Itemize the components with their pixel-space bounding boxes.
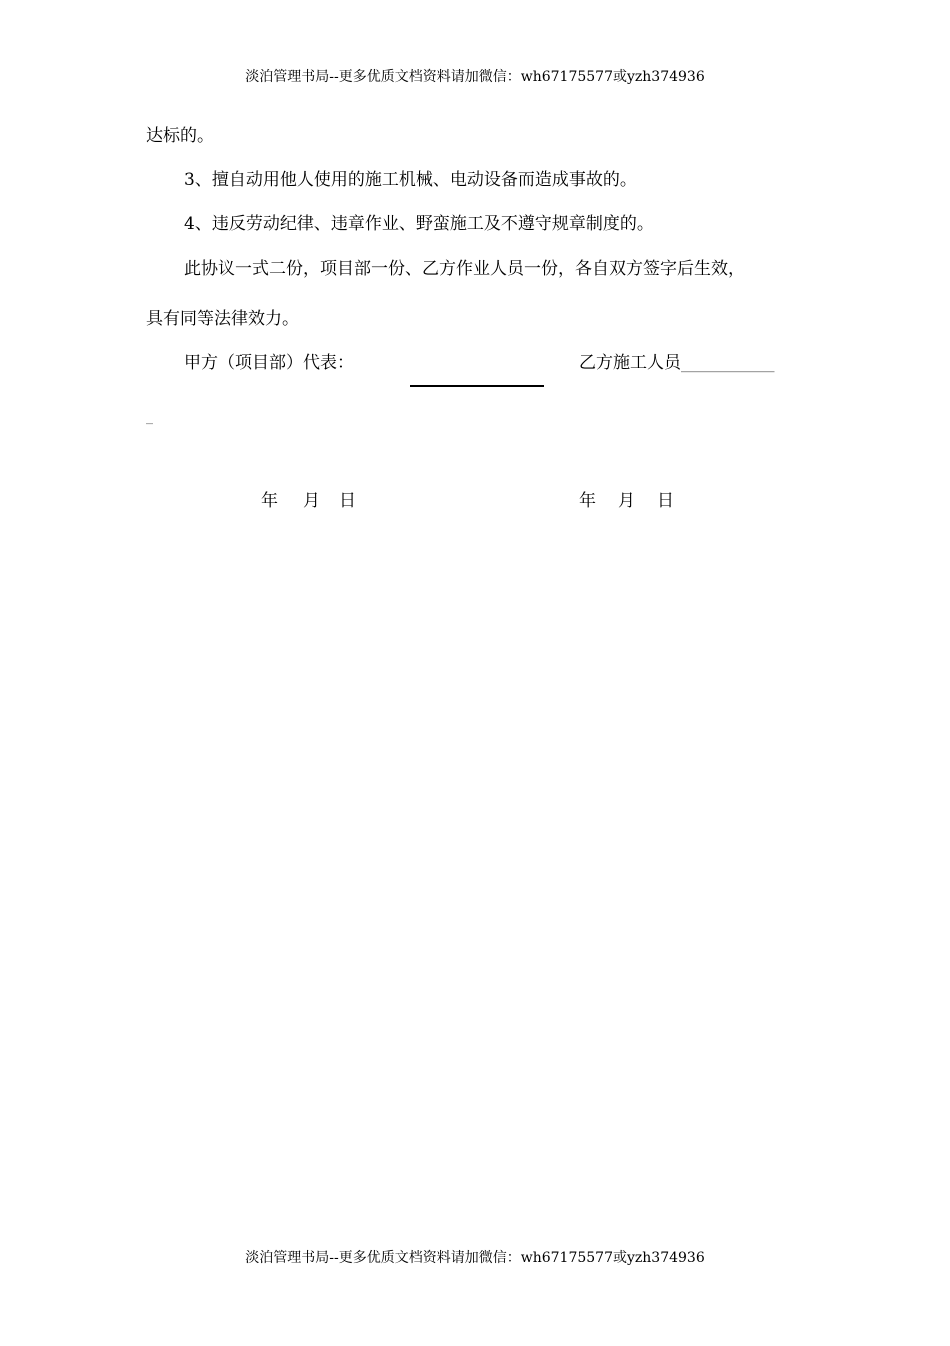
party-a-signature-label: 甲方（项目部）代表： [184, 353, 354, 373]
left-date-year: 年 [261, 491, 278, 511]
list-item-4: 4、违反劳动纪律、违章作业、野蛮施工及不遵守规章制度的。 [184, 214, 654, 234]
right-date-month: 月 [618, 491, 635, 511]
trailing-underscore-mark: _ [146, 409, 153, 425]
left-date-month: 月 [303, 491, 320, 511]
agreement-paragraph-line-2: 具有同等法律效力。 [146, 309, 299, 329]
party-a-signature-line [410, 385, 544, 387]
paragraph-continuation: 达标的。 [146, 126, 214, 146]
page-footer: 淡泊管理书局--更多优质文档资料请加微信：wh67175577或yzh374936 [245, 1250, 705, 1266]
list-item-3: 3、擅自动用他人使用的施工机械、电动设备而造成事故的。 [184, 170, 637, 190]
right-date-year: 年 [579, 491, 596, 511]
page-header: 淡泊管理书局--更多优质文档资料请加微信：wh67175577或yzh374936 [245, 69, 705, 85]
party-b-signature-label: 乙方施工人员 [579, 353, 681, 373]
agreement-paragraph-line-1: 此协议一式二份，项目部一份、乙方作业人员一份，各自双方签字后生效， [184, 259, 745, 279]
right-date-day: 日 [657, 491, 674, 511]
left-date-day: 日 [339, 491, 356, 511]
party-b-signature-field [579, 351, 775, 375]
party-b-signature-underline: ___________ [681, 353, 775, 373]
